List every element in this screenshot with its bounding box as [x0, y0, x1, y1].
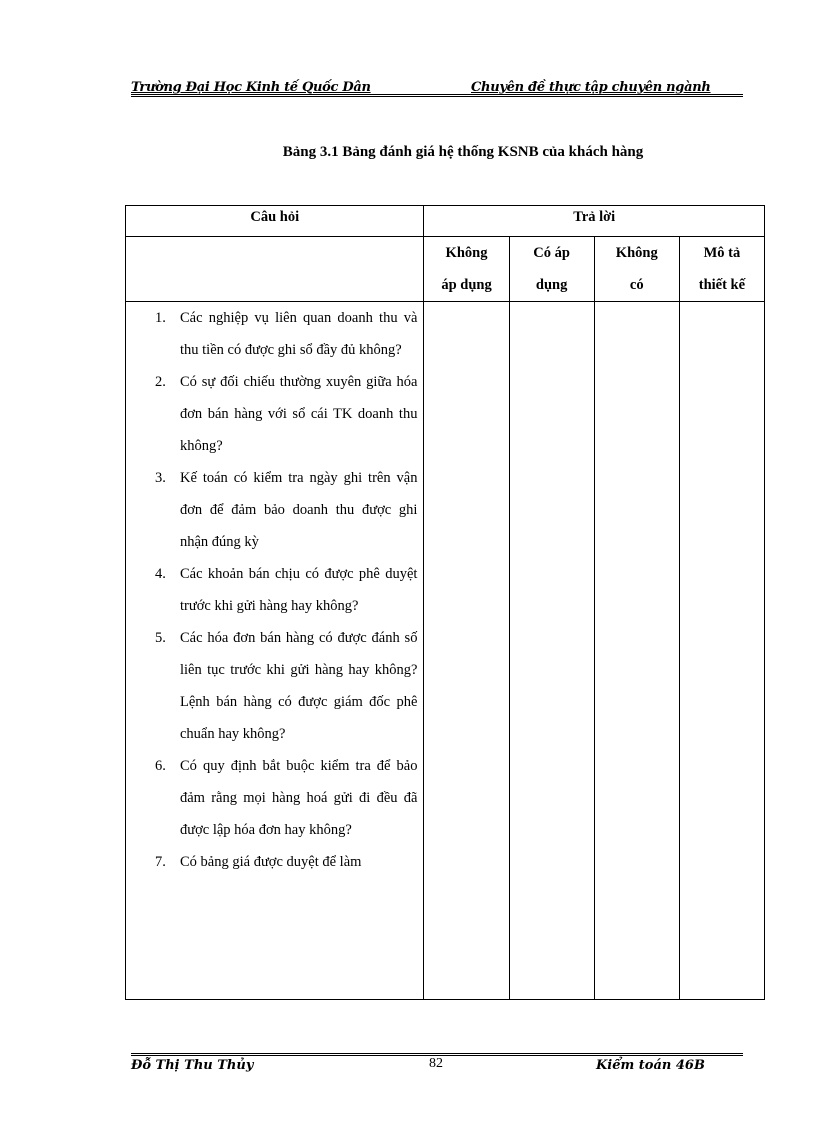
list-item: 4. Các khoản bán chịu có được phê duyệt trước khi gửi hàng hay không? [155, 566, 418, 614]
header-question: Câu hỏi [126, 206, 424, 237]
subheader-applicable: Có áp dụng [509, 237, 594, 302]
subheader-not-applicable: Không áp dụng [424, 237, 509, 302]
table-subheader-row [126, 237, 765, 302]
header-university: Trường Đại Học Kinh tế Quốc Dân [131, 80, 371, 95]
list-item: 3. Kế toán có kiểm tra ngày ghi trên vận đơn để đảm bảo doanh thu được ghi nhận đúng kỳ [155, 470, 418, 550]
list-item: 6. Có quy định bắt buộc kiểm tra để bảo đảm rằng mọi hàng hoá gửi đi đều đã được lập hóa đơn hay không? [155, 758, 418, 838]
table-header-row [126, 206, 765, 237]
header-answer: Trả lời [424, 206, 765, 237]
answer-cell-design [679, 302, 764, 1000]
ksnb-assessment-table [125, 205, 765, 1000]
header-report-type: Chuyên đề thực tập chuyên ngành [471, 80, 711, 95]
list-item: 2. Có sự đối chiếu thường xuyên giữa hóa đơn bán hàng với sổ cái TK doanh thu không? [155, 374, 418, 454]
list-item: 1. Các nghiệp vụ liên quan doanh thu và thu tiền có được ghi sổ đầy đủ không? [155, 310, 418, 358]
table-title: Bảng 3.1 Bảng đánh giá hệ thống KSNB của khách hàng [282, 144, 644, 160]
header-rule [131, 94, 743, 97]
page-number: 82 [429, 1056, 443, 1071]
subheader-no: Không có [594, 237, 679, 302]
questions-cell [126, 302, 424, 1000]
list-item: 5. Các hóa đơn bán hàng có được đánh số liên tục trước khi gửi hàng hay không? Lệnh bán hàng có được giám đốc phê chuẩn hay không? [155, 630, 418, 742]
footer-author: Đỗ Thị Thu Thủy [131, 1058, 254, 1073]
question-list [126, 302, 423, 878]
subheader-design-description: Mô tả thiết kế [679, 237, 764, 302]
answer-cell-no [594, 302, 679, 1000]
answer-cell-applicable [509, 302, 594, 1000]
answer-cell-not-applicable [424, 302, 509, 1000]
page-footer [131, 1056, 743, 1078]
footer-class: Kiểm toán 46B [596, 1058, 705, 1073]
table-body-row [126, 302, 765, 1000]
subheader-empty [126, 237, 424, 302]
list-item: 7. Có bảng giá được duyệt để làm [155, 854, 362, 870]
